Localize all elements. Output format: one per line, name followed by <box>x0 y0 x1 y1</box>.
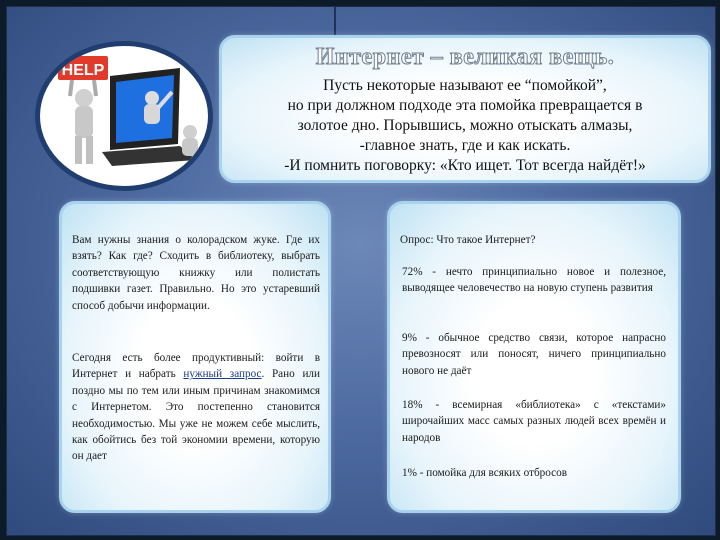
header-line: золотое дно. Порывшись, можно отыскать алмазы, <box>297 117 633 134</box>
poll-item: 18% - всемирная «библиотека» с «текстами» широчайших масс самых разных людей всех времён и народов <box>402 399 666 444</box>
help-laptop-illustration <box>35 41 213 191</box>
poll-panel <box>387 201 681 513</box>
page-title: Интернет – великая вещь. <box>315 44 615 70</box>
paragraph-text: . Рано или поздно мы по тем или иным причинам знакомимся с Интернетом. Это постепенно становится необходимостью. Мы уже не можем себе мыслить, как обойтись без той экономии времени, которую он дает <box>72 368 320 463</box>
poll-title: Опрос: Что такое Интернет? <box>400 234 536 246</box>
header-line: Пусть некоторые называют ее “помойкой”, <box>323 77 607 94</box>
laptop-help-icon <box>40 46 208 186</box>
header-line: -главное знать, где и как искать. <box>359 137 571 154</box>
left-panel <box>59 201 331 513</box>
poll-item: 72% - нечто принципиально новое и полезное, выводящее человечество на новую ступень развития <box>402 266 666 295</box>
header-line: -И помнить поговорку: «Кто ищет. Тот всегда найдёт!» <box>284 157 646 174</box>
help-sign-text: HELP <box>61 62 105 79</box>
paragraph-text: Сегодня есть более продуктивный: войти в Интернет и набрать <box>72 352 320 381</box>
search-query-link[interactable]: нужный запрос <box>183 368 262 381</box>
poll-item: 1% - помойка для всяких отбросов <box>402 467 567 479</box>
header-text <box>232 76 698 176</box>
header-line: но при должном подходе эта помойка превращается в <box>287 97 643 114</box>
header-panel <box>219 35 711 183</box>
poll-item: 9% - обычное средство связи, которое напрасно превозносят или поносят, ничего принципиально нового не даёт <box>402 332 666 377</box>
left-paragraph-2 <box>72 350 320 465</box>
slide <box>6 6 716 536</box>
left-paragraph-1: Вам нужны знания о колорадском жуке. Где их взять? Как где? Сходить в библиотеку, выбрать соответствующую книжку или полистать подшивки газет. Правильно. Но это устаревший способ добычи информации. <box>72 234 320 312</box>
